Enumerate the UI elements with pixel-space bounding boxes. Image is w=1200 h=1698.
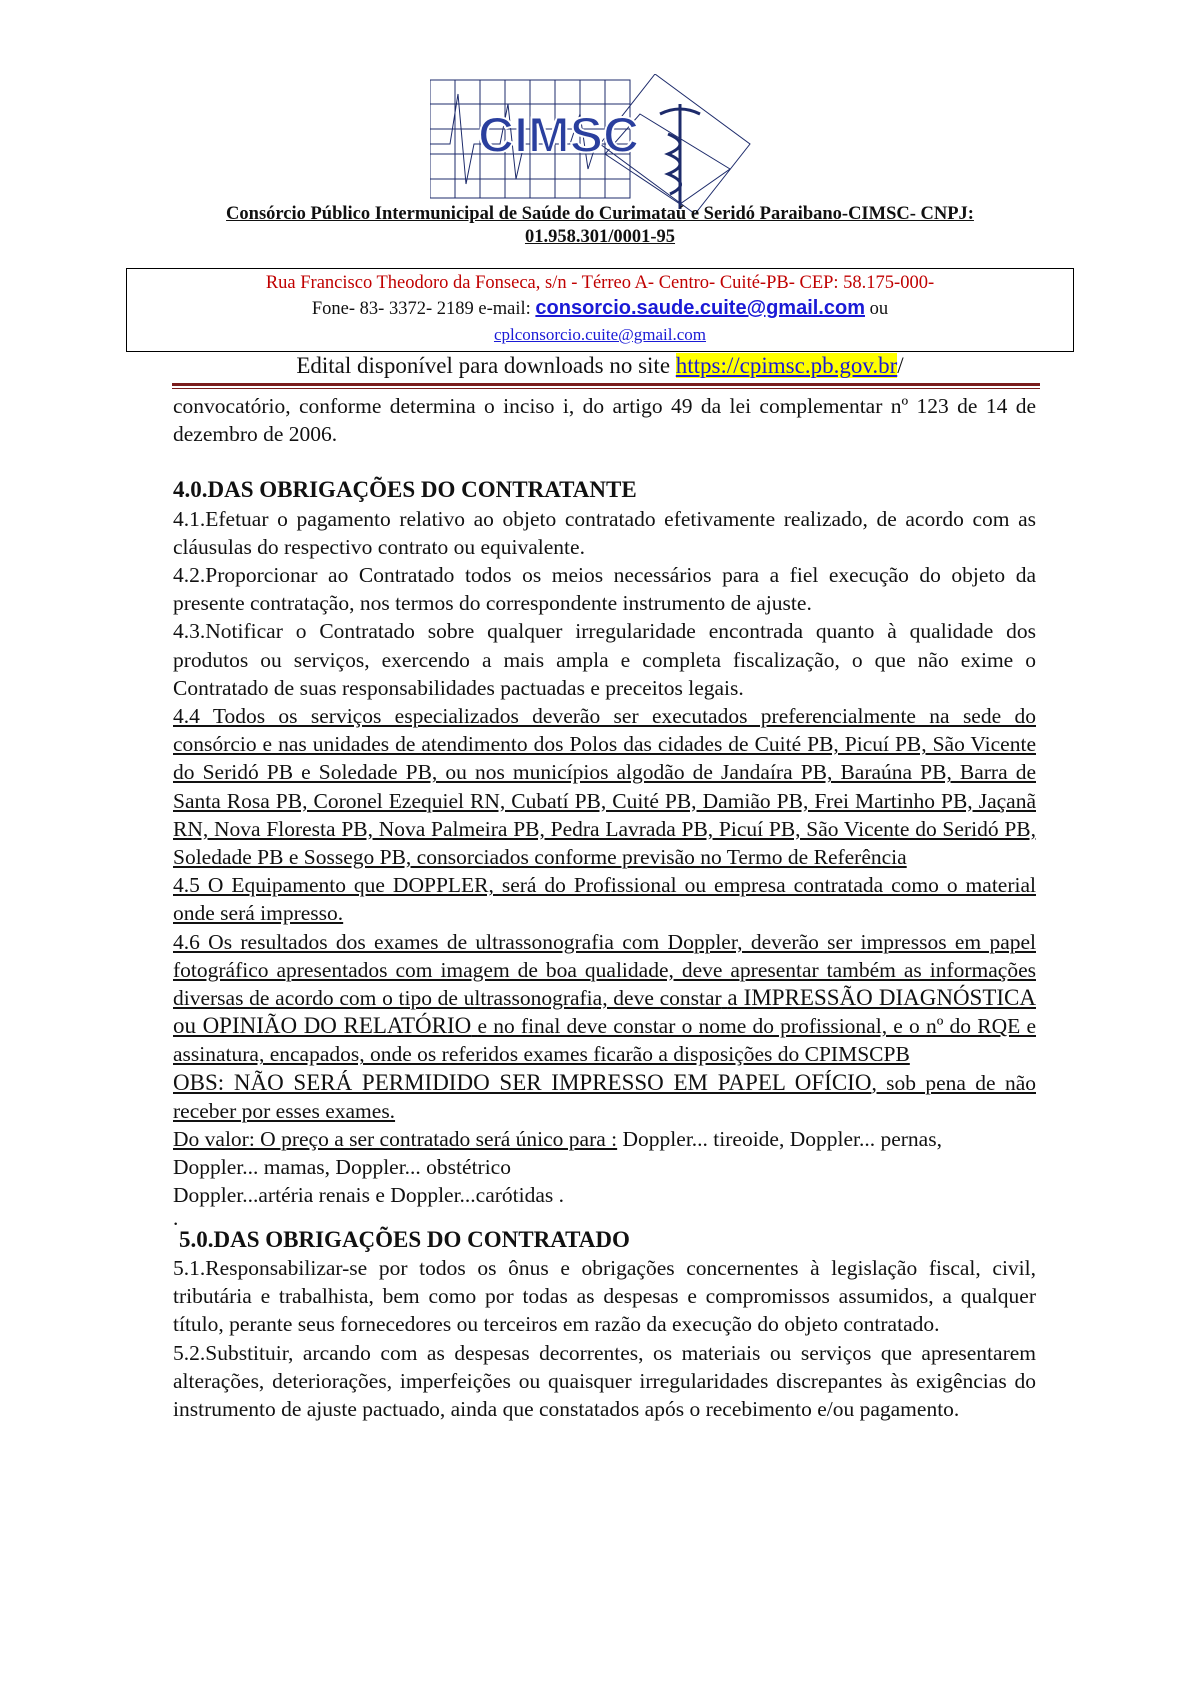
valor-paragraph <box>173 1125 1036 1181</box>
valor-items: Doppler... tireoide, Doppler... pernas, Doppler... mamas, Doppler... obstétrico <box>173 1127 942 1180</box>
phone: Fone- 83- 3372- 2189 e-mail: <box>311 299 531 319</box>
clause-4-4: 4.4 Todos os serviços especializados deverão ser executados preferencialmente na sede do consórcio e nas unidades de atendimento dos Polos das cidades de Cuité PB, Picuí PB, São Vicente do Seridó PB e Soledade PB, ou nos municípios algodão de Jandaíra PB, Baraúna PB, Barra de Santa Rosa PB, Coronel Ezequiel RN, Cubatí PB, Cuité PB, Damião PB, Frei Martinho PB, Jaçanã RN, Nova Floresta PB, Nova Palmeira PB, Pedra Lavrada PB, Picuí PB, São Vicente do Seridó PB, Soledade PB e Sossego PB, consorciados conforme previsão no Termo de Referência <box>173 704 1036 870</box>
email-link-2[interactable]: cplconsorcio.cuite@gmail.com <box>493 325 707 344</box>
valor-line-3: Doppler...artéria renais e Doppler...carótidas . <box>173 1183 565 1208</box>
header-divider <box>172 383 1040 386</box>
dot-line: . <box>173 1205 179 1230</box>
section-5-title: 5.0.DAS OBRIGAÇÕES DO CONTRATADO <box>179 1226 630 1252</box>
section-4-title: 4.0.DAS OBRIGAÇÕES DO CONTRATANTE <box>173 477 637 503</box>
cimsc-logo <box>430 74 790 214</box>
logo-text: CIMSC <box>478 107 640 163</box>
clause-5-1: 5.1.Responsabilizar-se por todos os ônus e obrigações concernentes à legislação fiscal, civil, tributária e trabalhista, bem como por todas as despesas e compromissos assumidos, a qualquer título, perante seus fornecedores ou terceiros em razão da execução do objeto contratado. <box>173 1255 1036 1337</box>
edital-text: Edital disponível para downloads no site <box>296 353 671 378</box>
clause-4-6-part-c: e no final deve constar o nome do profissional, e o nº do RQE e assinatura, encapados, onde os referidos exames ficarão a disposições do CPIMSCPB <box>173 1014 1036 1067</box>
edital-url-link[interactable]: https://cpimsc.pb.gov.br <box>675 353 898 378</box>
document-body <box>173 392 1036 1423</box>
header-divider-thin <box>172 388 1040 389</box>
clause-4-6-part-a: 4.6 Os resultados dos exames de ultrassonografia com Doppler, deverão ser impressos em papel fotográfico apresentados com imagem de boa qualidade, deve apresentar também as informações diversas de acordo com o tipo de ultrassonografia, deve constar <box>173 929 1036 1011</box>
contact-box <box>126 268 1074 352</box>
obs-emphasis: OBS: NÃO SERÁ PERMIDIDO SER IMPRESSO EM PAPEL OFÍCIO <box>173 1069 872 1095</box>
org-name-line1: Consórcio Público Intermunicipal de Saúde do Curimataú e Seridó Paraibano-CIMSC- CNPJ: <box>226 204 974 224</box>
obs-rest: , sob pena de não receber por esses exames. <box>173 1070 1036 1123</box>
clause-4-6-part-b: a IMPRESSÃO DIAGNÓSTICA ou OPINIÃO DO RELATÓRIO <box>173 985 1036 1039</box>
email-link-1[interactable]: consorcio.saude.cuite@gmail.com <box>535 297 865 319</box>
clause-4-2: 4.2.Proporcionar ao Contratado todos os meios necessários para a fiel execução do objeto da presente contratação, nos termos do correspondente instrumento de ajuste. <box>173 563 1036 616</box>
org-cnpj: 01.958.301/0001-95 <box>524 227 676 247</box>
contact-line <box>127 297 1073 320</box>
obs-paragraph <box>173 1069 1036 1125</box>
clause-5-2: 5.2.Substituir, arcando com as despesas decorrentes, os materiais ou serviços que apresentarem alterações, deteriorações, imperfeições ou quaisquer irregularidades discrepantes às exigências do instrumento de ajuste pactuado, ainda que constatados após o recebimento e/ou pagamento. <box>173 1340 1036 1421</box>
clause-4-1: 4.1.Efetuar o pagamento relativo ao objeto contratado efetivamente realizado, de acordo com as cláusulas do respectivo contrato ou equivalente. <box>173 506 1036 559</box>
valor-label: Do valor: O preço a ser contratado será único para : <box>173 1127 618 1152</box>
clause-4-3: 4.3.Notificar o Contratado sobre qualquer irregularidade encontrada quanto à qualidade dos produtos ou serviços, exercendo a mais ampla e completa fiscalização, o que não exime o Contratado de suas responsabilidades pactuadas e preceitos legais. <box>173 619 1036 700</box>
or-text: ou <box>869 299 889 319</box>
address: Rua Francisco Theodoro da Fonseca, s/n - Térreo A- Centro- Cuité-PB- CEP: 58.175-000- <box>265 273 935 293</box>
edital-line <box>126 353 1074 379</box>
edital-suffix: / <box>897 353 904 378</box>
clause-4-6 <box>173 928 1036 1069</box>
clause-4-5: 4.5 O Equipamento que DOPPLER, será do Profissional ou empresa contratada como o material onde será impresso. <box>173 873 1036 926</box>
intro-paragraph: convocatório, conforme determina o inciso i, do artigo 49 da lei complementar nº 123 de 14 de dezembro de 2006. <box>173 394 1036 447</box>
